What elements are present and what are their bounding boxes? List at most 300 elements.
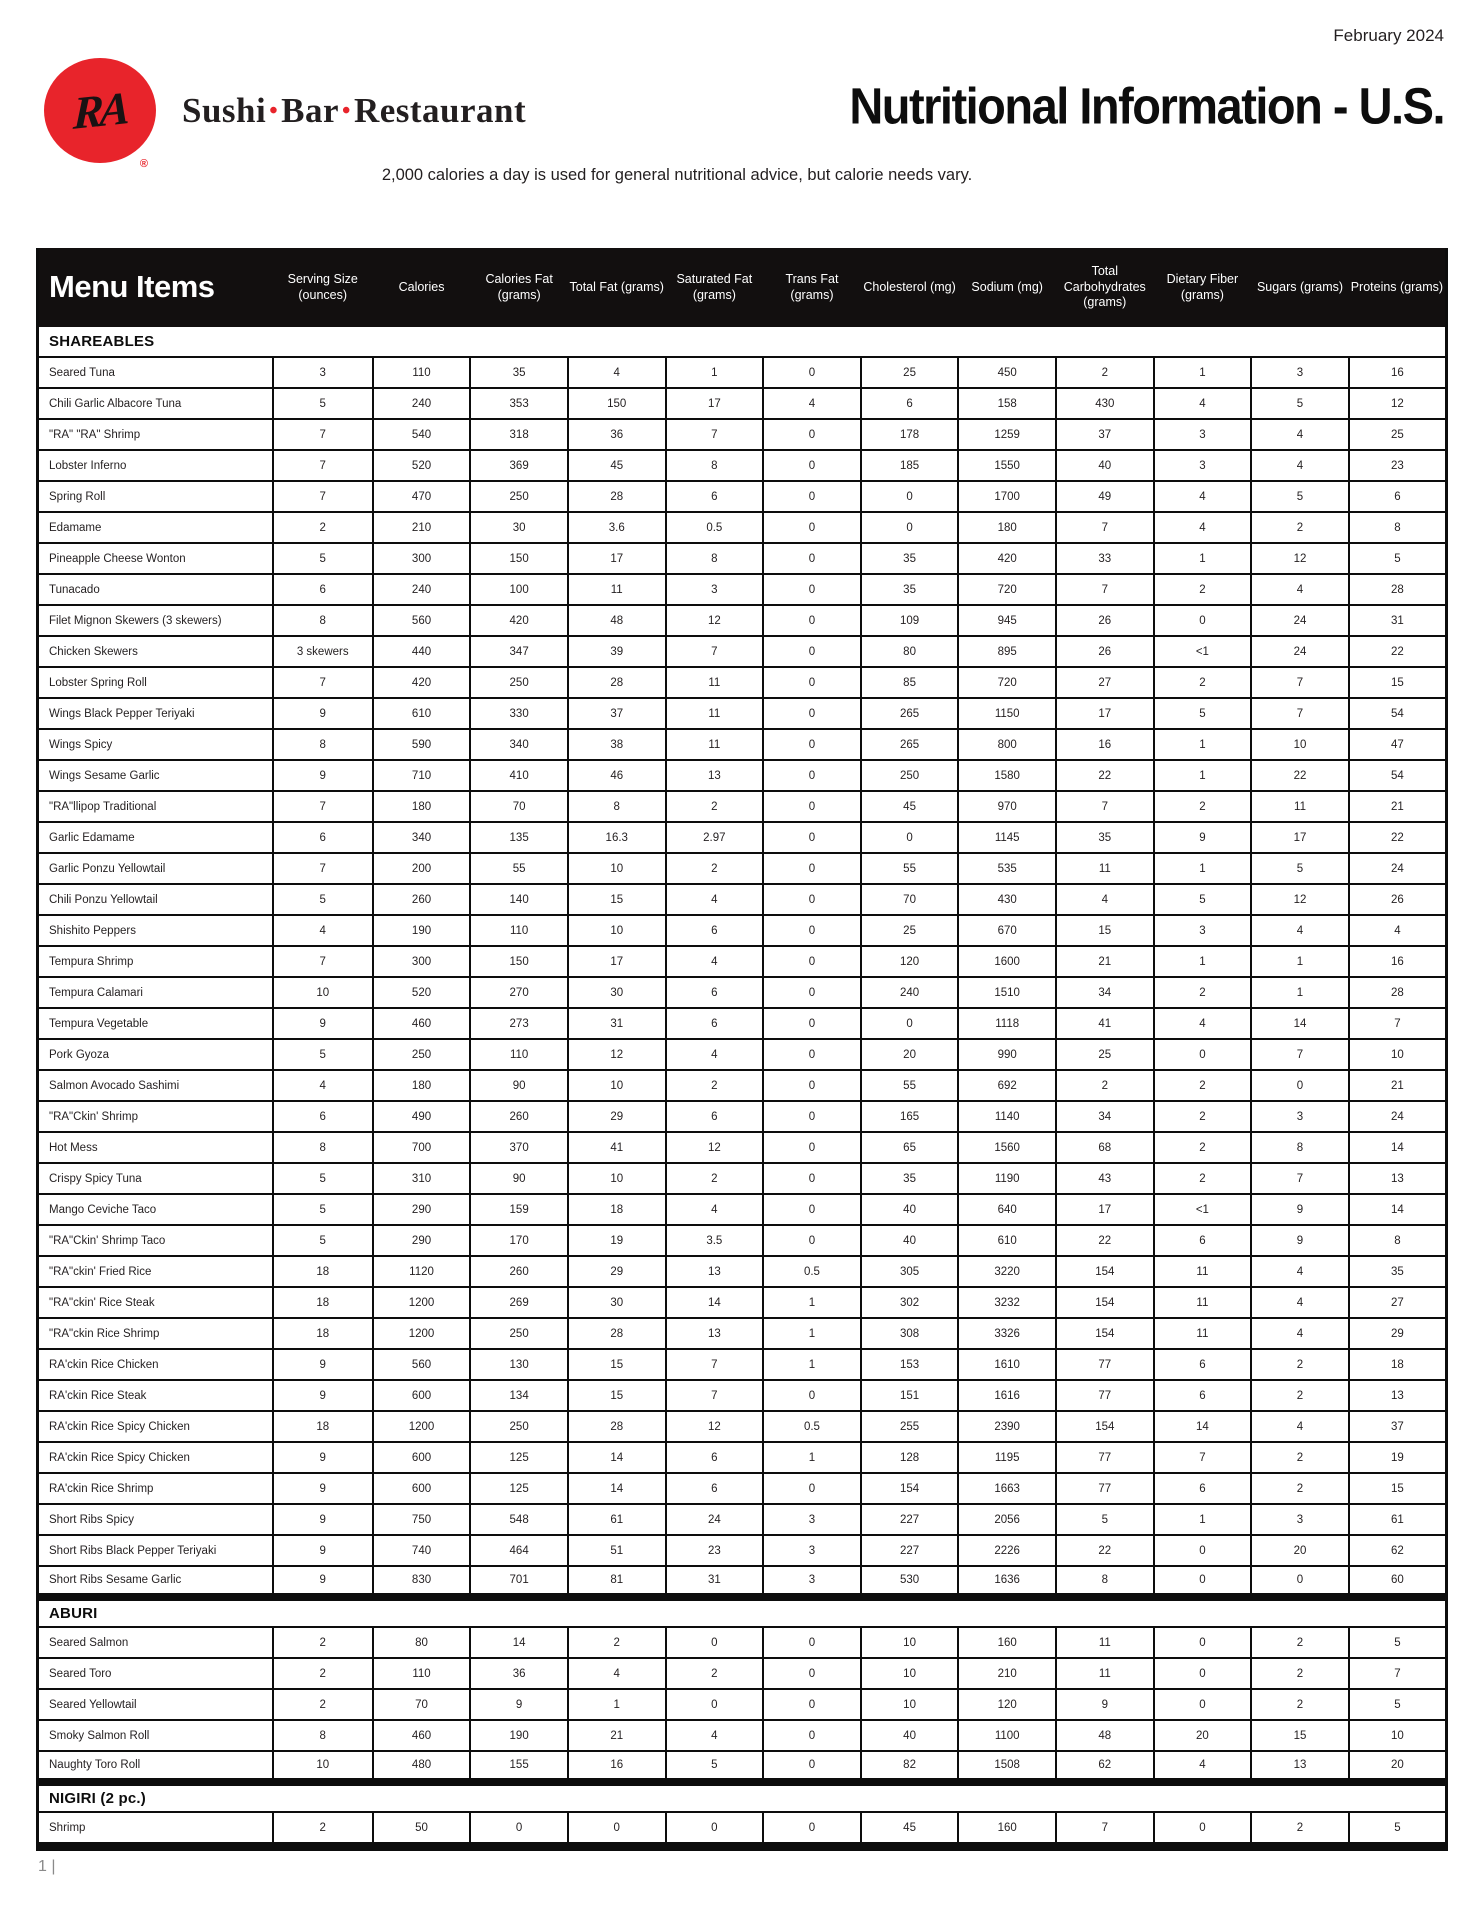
nutrition-value-cell: 310 bbox=[373, 1163, 471, 1194]
nutrition-value-cell: 153 bbox=[861, 1349, 959, 1380]
brand-name bbox=[182, 91, 526, 131]
nutrition-value-cell: 54 bbox=[1349, 698, 1447, 729]
table-row bbox=[38, 1287, 1447, 1318]
nutrition-value-cell: 24 bbox=[1251, 605, 1349, 636]
nutrition-value-cell: 2 bbox=[1154, 1163, 1252, 1194]
nutrition-value-cell: 37 bbox=[1349, 1411, 1447, 1442]
nutrition-value-cell: 77 bbox=[1056, 1473, 1154, 1504]
nutrition-value-cell: 490 bbox=[373, 1101, 471, 1132]
nutrition-value-cell: 5 bbox=[1251, 481, 1349, 512]
table-row bbox=[38, 791, 1447, 822]
menu-item-name: Short Ribs Black Pepper Teriyaki bbox=[38, 1535, 273, 1566]
nutrition-value-cell: 3 bbox=[1154, 419, 1252, 450]
nutrition-value-cell: 70 bbox=[373, 1689, 471, 1720]
nutrition-value-cell: 34 bbox=[1056, 1101, 1154, 1132]
column-header-trans-fat: Trans Fat (grams) bbox=[763, 248, 861, 327]
table-row bbox=[38, 574, 1447, 605]
nutrition-value-cell: 1145 bbox=[958, 822, 1056, 853]
nutrition-value-cell: 1 bbox=[1154, 853, 1252, 884]
nutrition-value-cell: 240 bbox=[373, 574, 471, 605]
menu-item-name: Tempura Calamari bbox=[38, 977, 273, 1008]
nutrition-value-cell: 14 bbox=[1349, 1132, 1447, 1163]
nutrition-value-cell: 273 bbox=[470, 1008, 568, 1039]
nutrition-value-cell: 0 bbox=[1154, 1566, 1252, 1597]
nutrition-value-cell: 135 bbox=[470, 822, 568, 853]
nutrition-value-cell: 1610 bbox=[958, 1349, 1056, 1380]
nutrition-value-cell: 6 bbox=[666, 1008, 764, 1039]
nutrition-value-cell: 100 bbox=[470, 574, 568, 605]
menu-item-name: Short Ribs Sesame Garlic bbox=[38, 1566, 273, 1597]
nutrition-value-cell: 77 bbox=[1056, 1442, 1154, 1473]
nutrition-value-cell: 28 bbox=[568, 481, 666, 512]
nutrition-value-cell: 154 bbox=[1056, 1287, 1154, 1318]
table-row bbox=[38, 388, 1447, 419]
nutrition-value-cell: 7 bbox=[273, 853, 373, 884]
menu-item-name: Hot Mess bbox=[38, 1132, 273, 1163]
nutrition-value-cell: 250 bbox=[470, 1318, 568, 1349]
nutrition-value-cell: 25 bbox=[861, 357, 959, 388]
nutrition-value-cell: 2 bbox=[1154, 791, 1252, 822]
nutrition-value-cell: 150 bbox=[470, 946, 568, 977]
nutrition-value-cell: 18 bbox=[273, 1411, 373, 1442]
nutrition-value-cell: 14 bbox=[1349, 1194, 1447, 1225]
table-row bbox=[38, 698, 1447, 729]
nutrition-value-cell: 47 bbox=[1349, 729, 1447, 760]
nutrition-value-cell: 0 bbox=[861, 1008, 959, 1039]
nutrition-value-cell: 10 bbox=[1349, 1720, 1447, 1751]
nutrition-value-cell: 8 bbox=[273, 1720, 373, 1751]
nutrition-value-cell: 16 bbox=[1349, 946, 1447, 977]
nutrition-value-cell: 0 bbox=[763, 481, 861, 512]
table-row bbox=[38, 729, 1447, 760]
nutrition-value-cell: 158 bbox=[958, 388, 1056, 419]
nutrition-value-cell: 300 bbox=[373, 946, 471, 977]
nutrition-value-cell: 480 bbox=[373, 1751, 471, 1782]
nutrition-value-cell: 9 bbox=[273, 1566, 373, 1597]
nutrition-value-cell: 290 bbox=[373, 1225, 471, 1256]
nutrition-value-cell: 7 bbox=[273, 481, 373, 512]
nutrition-value-cell: 1259 bbox=[958, 419, 1056, 450]
nutrition-value-cell: 9 bbox=[1251, 1194, 1349, 1225]
nutrition-value-cell: 4 bbox=[1154, 481, 1252, 512]
nutrition-value-cell: 30 bbox=[568, 977, 666, 1008]
column-header-total-carbohydrates: Total Carbohydrates (grams) bbox=[1056, 248, 1154, 327]
nutrition-value-cell: 55 bbox=[861, 1070, 959, 1101]
nutrition-value-cell: 7 bbox=[666, 1380, 764, 1411]
nutrition-value-cell: 16 bbox=[1349, 357, 1447, 388]
table-row bbox=[38, 1442, 1447, 1473]
nutrition-value-cell: 0 bbox=[1154, 1658, 1252, 1689]
nutrition-value-cell: 28 bbox=[1349, 574, 1447, 605]
nutrition-value-cell: 2 bbox=[666, 853, 764, 884]
nutrition-value-cell: 720 bbox=[958, 574, 1056, 605]
nutrition-value-cell: 48 bbox=[1056, 1720, 1154, 1751]
nutrition-value-cell: 420 bbox=[373, 667, 471, 698]
nutrition-value-cell: 440 bbox=[373, 636, 471, 667]
nutrition-value-cell: 240 bbox=[861, 977, 959, 1008]
nutrition-value-cell: 12 bbox=[666, 1411, 764, 1442]
nutrition-value-cell: 10 bbox=[861, 1689, 959, 1720]
nutrition-value-cell: 109 bbox=[861, 605, 959, 636]
nutrition-value-cell: 0 bbox=[763, 636, 861, 667]
nutrition-value-cell: 5 bbox=[273, 1039, 373, 1070]
menu-item-name: RA'ckin Rice Chicken bbox=[38, 1349, 273, 1380]
menu-item-name: RA'ckin Rice Steak bbox=[38, 1380, 273, 1411]
nutrition-value-cell: 90 bbox=[470, 1070, 568, 1101]
nutrition-value-cell: 9 bbox=[470, 1689, 568, 1720]
nutrition-value-cell: 8 bbox=[666, 543, 764, 574]
brand-word: Bar bbox=[281, 90, 340, 130]
nutrition-value-cell: 33 bbox=[1056, 543, 1154, 574]
nutrition-value-cell: 7 bbox=[273, 667, 373, 698]
nutrition-value-cell: 36 bbox=[470, 1658, 568, 1689]
nutrition-value-cell: 1 bbox=[666, 357, 764, 388]
nutrition-value-cell: 6 bbox=[666, 1473, 764, 1504]
menu-item-name: Mango Ceviche Taco bbox=[38, 1194, 273, 1225]
nutrition-value-cell: 410 bbox=[470, 760, 568, 791]
brand-header bbox=[44, 58, 527, 170]
nutrition-value-cell: 2 bbox=[1154, 1070, 1252, 1101]
nutrition-value-cell: 0 bbox=[763, 1473, 861, 1504]
nutrition-value-cell: 9 bbox=[273, 1008, 373, 1039]
nutrition-value-cell: 6 bbox=[1349, 481, 1447, 512]
nutrition-value-cell: 3 bbox=[763, 1566, 861, 1597]
nutrition-value-cell: 11 bbox=[666, 698, 764, 729]
nutrition-value-cell: 0 bbox=[763, 760, 861, 791]
menu-item-name: Edamame bbox=[38, 512, 273, 543]
nutrition-value-cell: 55 bbox=[861, 853, 959, 884]
nutrition-value-cell: 15 bbox=[1349, 667, 1447, 698]
nutrition-value-cell: 15 bbox=[568, 1349, 666, 1380]
nutrition-value-cell: 19 bbox=[568, 1225, 666, 1256]
nutrition-value-cell: 9 bbox=[273, 1504, 373, 1535]
nutrition-value-cell: 21 bbox=[568, 1720, 666, 1751]
nutrition-value-cell: 895 bbox=[958, 636, 1056, 667]
nutrition-value-cell: 10 bbox=[273, 977, 373, 1008]
nutrition-value-cell: 548 bbox=[470, 1504, 568, 1535]
menu-item-name: Salmon Avocado Sashimi bbox=[38, 1070, 273, 1101]
ra-logo-icon bbox=[44, 58, 156, 170]
nutrition-value-cell: 185 bbox=[861, 450, 959, 481]
menu-item-name: Garlic Edamame bbox=[38, 822, 273, 853]
nutrition-value-cell: 165 bbox=[861, 1101, 959, 1132]
nutrition-value-cell: 2 bbox=[1154, 977, 1252, 1008]
nutrition-value-cell: 17 bbox=[568, 946, 666, 977]
nutrition-value-cell: 470 bbox=[373, 481, 471, 512]
nutrition-value-cell: 65 bbox=[861, 1132, 959, 1163]
nutrition-value-cell: 0.5 bbox=[666, 512, 764, 543]
nutrition-value-cell: 2.97 bbox=[666, 822, 764, 853]
nutrition-value-cell: 200 bbox=[373, 853, 471, 884]
menu-item-name: Chili Garlic Albacore Tuna bbox=[38, 388, 273, 419]
nutrition-value-cell: 0 bbox=[763, 605, 861, 636]
table-row bbox=[38, 450, 1447, 481]
nutrition-value-cell: 1 bbox=[1251, 977, 1349, 1008]
menu-item-name: Seared Toro bbox=[38, 1658, 273, 1689]
table-row bbox=[38, 1039, 1447, 1070]
nutrition-value-cell: 302 bbox=[861, 1287, 959, 1318]
nutrition-value-cell: 269 bbox=[470, 1287, 568, 1318]
nutrition-value-cell: 7 bbox=[273, 946, 373, 977]
nutrition-value-cell: 125 bbox=[470, 1473, 568, 1504]
nutrition-value-cell: 10 bbox=[861, 1627, 959, 1658]
table-row bbox=[38, 419, 1447, 450]
nutrition-value-cell: 2 bbox=[1251, 1473, 1349, 1504]
nutrition-value-cell: 0 bbox=[861, 512, 959, 543]
nutrition-value-cell: 2 bbox=[1154, 667, 1252, 698]
nutrition-value-cell: 2 bbox=[1154, 1132, 1252, 1163]
nutrition-value-cell: 9 bbox=[1056, 1689, 1154, 1720]
nutrition-value-cell: 9 bbox=[273, 1442, 373, 1473]
column-header-saturated-fat: Saturated Fat (grams) bbox=[666, 248, 764, 327]
nutrition-value-cell: 3 bbox=[1251, 1101, 1349, 1132]
nutrition-value-cell: 190 bbox=[470, 1720, 568, 1751]
nutrition-value-cell: 4 bbox=[568, 357, 666, 388]
nutrition-value-cell: 0 bbox=[1154, 1689, 1252, 1720]
nutrition-value-cell: 17 bbox=[666, 388, 764, 419]
menu-item-name: Naughty Toro Roll bbox=[38, 1751, 273, 1782]
section-title: NIGIRI (2 pc.) bbox=[38, 1782, 1447, 1812]
nutrition-value-cell: 4 bbox=[1349, 915, 1447, 946]
nutrition-value-cell: 37 bbox=[1056, 419, 1154, 450]
nutrition-value-cell: 0 bbox=[763, 1812, 861, 1843]
table-row bbox=[38, 667, 1447, 698]
nutrition-value-cell: 5 bbox=[273, 1163, 373, 1194]
nutrition-value-cell: 0 bbox=[763, 1070, 861, 1101]
nutrition-value-cell: 4 bbox=[1251, 574, 1349, 605]
nutrition-value-cell: 1580 bbox=[958, 760, 1056, 791]
nutrition-value-cell: 16.3 bbox=[568, 822, 666, 853]
nutrition-value-cell: <1 bbox=[1154, 1194, 1252, 1225]
nutrition-value-cell: 70 bbox=[861, 884, 959, 915]
menu-item-name: Shrimp bbox=[38, 1812, 273, 1843]
nutrition-value-cell: 9 bbox=[273, 1380, 373, 1411]
nutrition-value-cell: 90 bbox=[470, 1163, 568, 1194]
nutrition-value-cell: 11 bbox=[1056, 1627, 1154, 1658]
nutrition-value-cell: 11 bbox=[666, 729, 764, 760]
nutrition-value-cell: 0 bbox=[763, 667, 861, 698]
nutrition-value-cell: 40 bbox=[1056, 450, 1154, 481]
table-row bbox=[38, 1689, 1447, 1720]
nutrition-value-cell: 0 bbox=[763, 574, 861, 605]
nutrition-value-cell: 0 bbox=[763, 1101, 861, 1132]
column-header-serving-size: Serving Size (ounces) bbox=[273, 248, 373, 327]
nutrition-value-cell: 1636 bbox=[958, 1566, 1056, 1597]
nutrition-value-cell: 6 bbox=[1154, 1473, 1252, 1504]
nutrition-value-cell: 1 bbox=[1251, 946, 1349, 977]
nutrition-value-cell: 9 bbox=[273, 1535, 373, 1566]
nutrition-value-cell: 210 bbox=[958, 1658, 1056, 1689]
nutrition-value-cell: 250 bbox=[470, 1411, 568, 1442]
nutrition-value-cell: 11 bbox=[1251, 791, 1349, 822]
nutrition-value-cell: 0 bbox=[763, 791, 861, 822]
nutrition-value-cell: 610 bbox=[958, 1225, 1056, 1256]
column-header-menu-items: Menu Items bbox=[38, 248, 273, 327]
nutrition-value-cell: 0 bbox=[1154, 1627, 1252, 1658]
table-row bbox=[38, 481, 1447, 512]
nutrition-value-cell: 800 bbox=[958, 729, 1056, 760]
nutrition-value-cell: 62 bbox=[1349, 1535, 1447, 1566]
nutrition-value-cell: 1 bbox=[763, 1318, 861, 1349]
nutrition-value-cell: 1200 bbox=[373, 1411, 471, 1442]
table-row bbox=[38, 1256, 1447, 1287]
nutrition-value-cell: 41 bbox=[568, 1132, 666, 1163]
nutrition-value-cell: 1 bbox=[763, 1287, 861, 1318]
table-row bbox=[38, 760, 1447, 791]
menu-item-name: Crispy Spicy Tuna bbox=[38, 1163, 273, 1194]
nutrition-value-cell: 6 bbox=[666, 481, 764, 512]
nutrition-value-cell: 6 bbox=[666, 1442, 764, 1473]
nutrition-value-cell: 18 bbox=[1349, 1349, 1447, 1380]
nutrition-value-cell: 62 bbox=[1056, 1751, 1154, 1782]
nutrition-value-cell: 2 bbox=[1251, 1812, 1349, 1843]
nutrition-value-cell: 7 bbox=[1056, 1812, 1154, 1843]
registered-mark: ® bbox=[139, 158, 148, 170]
nutrition-value-cell: 150 bbox=[568, 388, 666, 419]
nutrition-value-cell: 0 bbox=[763, 1627, 861, 1658]
nutrition-value-cell: 1 bbox=[568, 1689, 666, 1720]
nutrition-value-cell: 5 bbox=[1251, 853, 1349, 884]
nutrition-value-cell: 5 bbox=[273, 388, 373, 419]
table-row bbox=[38, 1318, 1447, 1349]
nutrition-value-cell: 48 bbox=[568, 605, 666, 636]
nutrition-value-cell: 22 bbox=[1056, 1535, 1154, 1566]
section-header-row bbox=[38, 327, 1447, 357]
nutrition-value-cell: 7 bbox=[273, 791, 373, 822]
nutrition-value-cell: 3 bbox=[763, 1504, 861, 1535]
nutrition-value-cell: 4 bbox=[1154, 388, 1252, 419]
nutrition-value-cell: 28 bbox=[568, 667, 666, 698]
nutrition-value-cell: 14 bbox=[568, 1442, 666, 1473]
nutrition-value-cell: 14 bbox=[470, 1627, 568, 1658]
nutrition-value-cell: 27 bbox=[1056, 667, 1154, 698]
nutrition-value-cell: 420 bbox=[470, 605, 568, 636]
nutrition-value-cell: 50 bbox=[373, 1812, 471, 1843]
nutrition-value-cell: 4 bbox=[568, 1658, 666, 1689]
menu-item-name: "RA"ckin' Fried Rice bbox=[38, 1256, 273, 1287]
nutrition-value-cell: 2 bbox=[273, 1689, 373, 1720]
ra-logo-text: RA bbox=[72, 81, 128, 140]
nutrition-value-cell: 154 bbox=[1056, 1256, 1154, 1287]
nutrition-value-cell: 4 bbox=[666, 946, 764, 977]
nutrition-value-cell: 0 bbox=[763, 1132, 861, 1163]
nutrition-value-cell: 13 bbox=[666, 1318, 764, 1349]
nutrition-value-cell: 9 bbox=[273, 698, 373, 729]
menu-item-name: Seared Tuna bbox=[38, 357, 273, 388]
nutrition-value-cell: 5 bbox=[273, 1225, 373, 1256]
nutrition-value-cell: 15 bbox=[1056, 915, 1154, 946]
menu-item-name: Seared Salmon bbox=[38, 1627, 273, 1658]
nutrition-value-cell: 540 bbox=[373, 419, 471, 450]
nutrition-value-cell: 535 bbox=[958, 853, 1056, 884]
nutrition-value-cell: 5 bbox=[1349, 543, 1447, 574]
nutrition-value-cell: 11 bbox=[1154, 1287, 1252, 1318]
nutrition-value-cell: 1100 bbox=[958, 1720, 1056, 1751]
nutrition-value-cell: 180 bbox=[373, 791, 471, 822]
nutrition-value-cell: 9 bbox=[273, 760, 373, 791]
table-row bbox=[38, 946, 1447, 977]
nutrition-value-cell: 2 bbox=[1056, 357, 1154, 388]
nutrition-value-cell: 17 bbox=[1251, 822, 1349, 853]
nutrition-value-cell: 8 bbox=[273, 1132, 373, 1163]
nutrition-value-cell: 430 bbox=[1056, 388, 1154, 419]
nutrition-value-cell: 30 bbox=[470, 512, 568, 543]
nutrition-value-cell: 265 bbox=[861, 729, 959, 760]
nutrition-value-cell: 7 bbox=[666, 636, 764, 667]
table-row bbox=[38, 357, 1447, 388]
nutrition-value-cell: 7 bbox=[1349, 1658, 1447, 1689]
nutrition-value-cell: 2056 bbox=[958, 1504, 1056, 1535]
nutrition-value-cell: 7 bbox=[666, 1349, 764, 1380]
nutrition-value-cell: 24 bbox=[666, 1504, 764, 1535]
nutrition-value-cell: 290 bbox=[373, 1194, 471, 1225]
nutrition-value-cell: 10 bbox=[273, 1751, 373, 1782]
column-header-sodium: Sodium (mg) bbox=[958, 248, 1056, 327]
nutrition-value-cell: 3 skewers bbox=[273, 636, 373, 667]
nutrition-value-cell: 14 bbox=[1251, 1008, 1349, 1039]
menu-item-name: "RA"Ckin' Shrimp Taco bbox=[38, 1225, 273, 1256]
nutrition-value-cell: 1508 bbox=[958, 1751, 1056, 1782]
nutrition-value-cell: 560 bbox=[373, 1349, 471, 1380]
column-header-cholesterol: Cholesterol (mg) bbox=[861, 248, 959, 327]
nutrition-value-cell: 85 bbox=[861, 667, 959, 698]
nutrition-value-cell: 318 bbox=[470, 419, 568, 450]
nutrition-value-cell: 13 bbox=[666, 1256, 764, 1287]
menu-item-name: RA'ckin Rice Spicy Chicken bbox=[38, 1411, 273, 1442]
nutrition-value-cell: 11 bbox=[1154, 1318, 1252, 1349]
table-row bbox=[38, 1380, 1447, 1411]
nutrition-value-cell: 31 bbox=[568, 1008, 666, 1039]
nutrition-value-cell: 240 bbox=[373, 388, 471, 419]
nutrition-value-cell: 7 bbox=[1056, 512, 1154, 543]
nutrition-value-cell: 4 bbox=[273, 915, 373, 946]
nutrition-value-cell: 82 bbox=[861, 1751, 959, 1782]
nutrition-value-cell: 3.5 bbox=[666, 1225, 764, 1256]
nutrition-value-cell: 300 bbox=[373, 543, 471, 574]
nutrition-value-cell: 0 bbox=[763, 1720, 861, 1751]
table-header bbox=[38, 248, 1447, 327]
nutrition-value-cell: 2 bbox=[666, 1070, 764, 1101]
nutrition-value-cell: 22 bbox=[1349, 822, 1447, 853]
nutrition-value-cell: 46 bbox=[568, 760, 666, 791]
nutrition-value-cell: 560 bbox=[373, 605, 471, 636]
nutrition-value-cell: 60 bbox=[1349, 1566, 1447, 1597]
nutrition-value-cell: 4 bbox=[1154, 1008, 1252, 1039]
nutrition-value-cell: 2 bbox=[1154, 574, 1252, 605]
nutrition-value-cell: 170 bbox=[470, 1225, 568, 1256]
table-row bbox=[38, 605, 1447, 636]
nutrition-value-cell: 155 bbox=[470, 1751, 568, 1782]
nutrition-value-cell: 15 bbox=[1349, 1473, 1447, 1504]
nutrition-value-cell: 8 bbox=[1349, 1225, 1447, 1256]
nutrition-value-cell: 0 bbox=[763, 1039, 861, 1070]
nutrition-value-cell: 18 bbox=[273, 1318, 373, 1349]
nutrition-value-cell: 21 bbox=[1349, 1070, 1447, 1101]
nutrition-value-cell: 5 bbox=[1251, 388, 1349, 419]
menu-item-name: "RA"Ckin' Shrimp bbox=[38, 1101, 273, 1132]
nutrition-value-cell: 55 bbox=[470, 853, 568, 884]
nutrition-value-cell: 23 bbox=[666, 1535, 764, 1566]
nutrition-value-cell: 420 bbox=[958, 543, 1056, 574]
nutrition-value-cell: 43 bbox=[1056, 1163, 1154, 1194]
nutrition-value-cell: 25 bbox=[1349, 419, 1447, 450]
nutrition-value-cell: 7 bbox=[1349, 1008, 1447, 1039]
nutrition-value-cell: 160 bbox=[958, 1812, 1056, 1843]
nutrition-value-cell: 353 bbox=[470, 388, 568, 419]
nutrition-value-cell: 3 bbox=[1154, 450, 1252, 481]
table-row bbox=[38, 1008, 1447, 1039]
table-row bbox=[38, 915, 1447, 946]
